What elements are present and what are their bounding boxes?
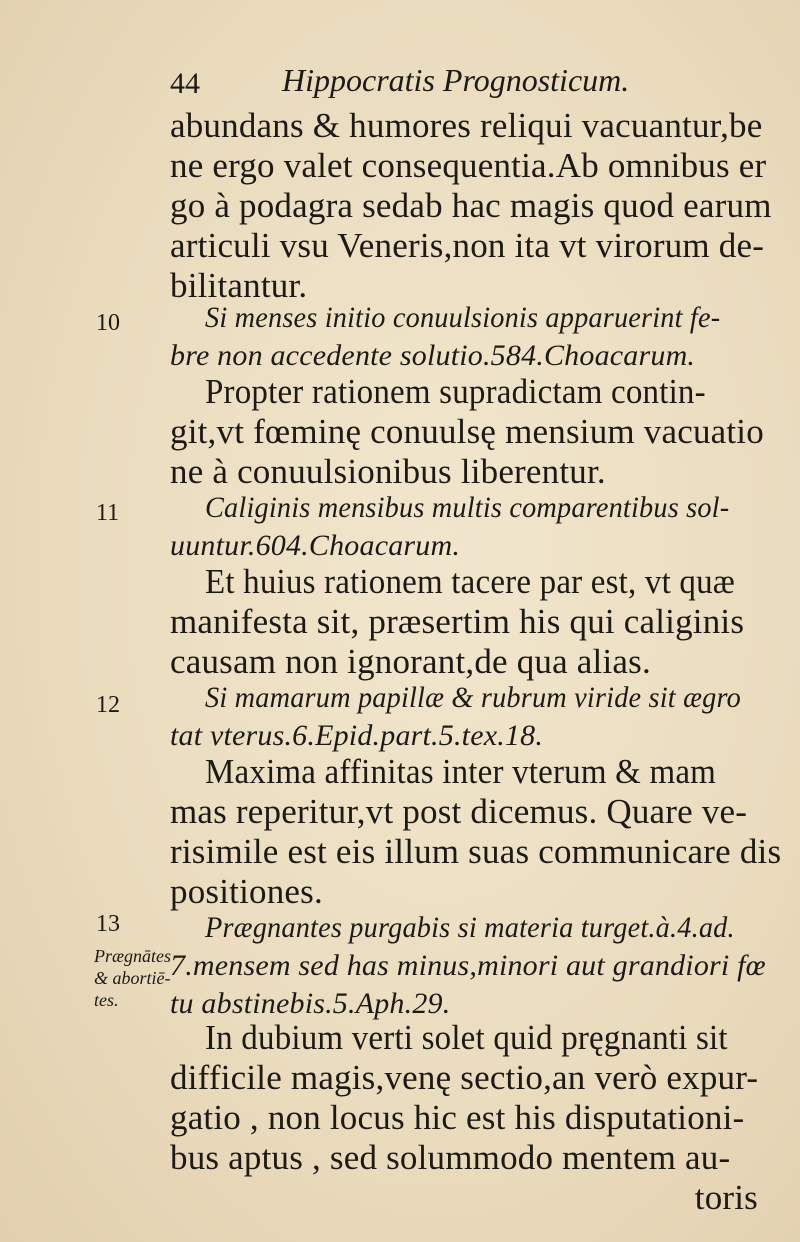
text-line: mas reperitur,vt post dicemus. Quare ve-: [170, 792, 748, 831]
text-line: manifesta sit, præsertim his qui caliginis: [170, 602, 745, 641]
margin-number-10: 10: [96, 310, 120, 336]
text-line: difficile magis,venę sectio,an verò expur-: [170, 1058, 759, 1097]
text-line: articuli vsu Veneris,non ita vt virorum de-: [170, 226, 765, 265]
catchword: toris: [694, 1178, 758, 1217]
margin-note-line: tes.: [94, 990, 119, 1010]
text-line: ne à conuulsionibus liberentur.: [170, 452, 606, 491]
margin-number-13: 13: [96, 911, 120, 937]
italic-text-line: Si menses initio conuulsionis apparuerint fe-: [205, 301, 721, 334]
italic-text-line: 7.mensem sed has minus,minori aut grandiori fœ: [170, 949, 766, 982]
italic-text-line: bre non accedente solutio.584.Choacarum.: [170, 339, 696, 372]
running-title: Hippocratis Prognosticum.: [282, 62, 630, 98]
page-number: 44: [170, 67, 200, 100]
text-line: Et huius rationem tacere par est, vt quæ: [205, 562, 735, 601]
text-line: bus aptus , sed solummodo mentem au-: [170, 1138, 731, 1177]
text-line: In dubium verti solet quid pręgnanti sit: [205, 1018, 728, 1057]
italic-text-line: Si mamarum papillæ & rubrum viride sit ægro: [205, 681, 741, 714]
italic-text-line: Caliginis mensibus multis comparentibus sol-: [205, 491, 730, 524]
text-line: ne ergo valet consequentia.Ab omnibus er: [170, 146, 767, 185]
text-line: abundans & humores reliqui vacuantur,be: [170, 106, 763, 145]
text-line: git,vt fœminę conuulsę mensium vacuatio: [170, 412, 764, 451]
italic-text-line: tu abstinebis.5.Aph.29.: [170, 987, 451, 1020]
text-line: gatio , non locus hic est his disputationi-: [170, 1098, 745, 1137]
text-line: Propter rationem supradictam contin-: [205, 372, 706, 411]
text-line: causam non ignorant,de qua alias.: [170, 642, 651, 681]
text-line: positiones.: [170, 872, 323, 911]
text-line: bilitantur.: [170, 266, 308, 305]
italic-text-line: Prægnantes purgabis si materia turget.à.4.ad.: [205, 911, 735, 944]
text-line: Maxima affinitas inter vterum & mam: [205, 752, 717, 791]
italic-text-line: tat vterus.6.Epid.part.5.tex.18.: [170, 719, 544, 752]
margin-number-12: 12: [96, 692, 120, 718]
margin-number-11: 11: [96, 500, 120, 526]
text-line: risimile est eis illum suas communicare dis: [170, 832, 782, 871]
italic-text-line: uuntur.604.Choacarum.: [170, 529, 461, 562]
text-line: go à podagra sedab hac magis quod earum: [170, 186, 772, 225]
margin-note-line: & abortiē-: [94, 968, 171, 988]
margin-note-line: Prægnātes: [94, 946, 172, 966]
